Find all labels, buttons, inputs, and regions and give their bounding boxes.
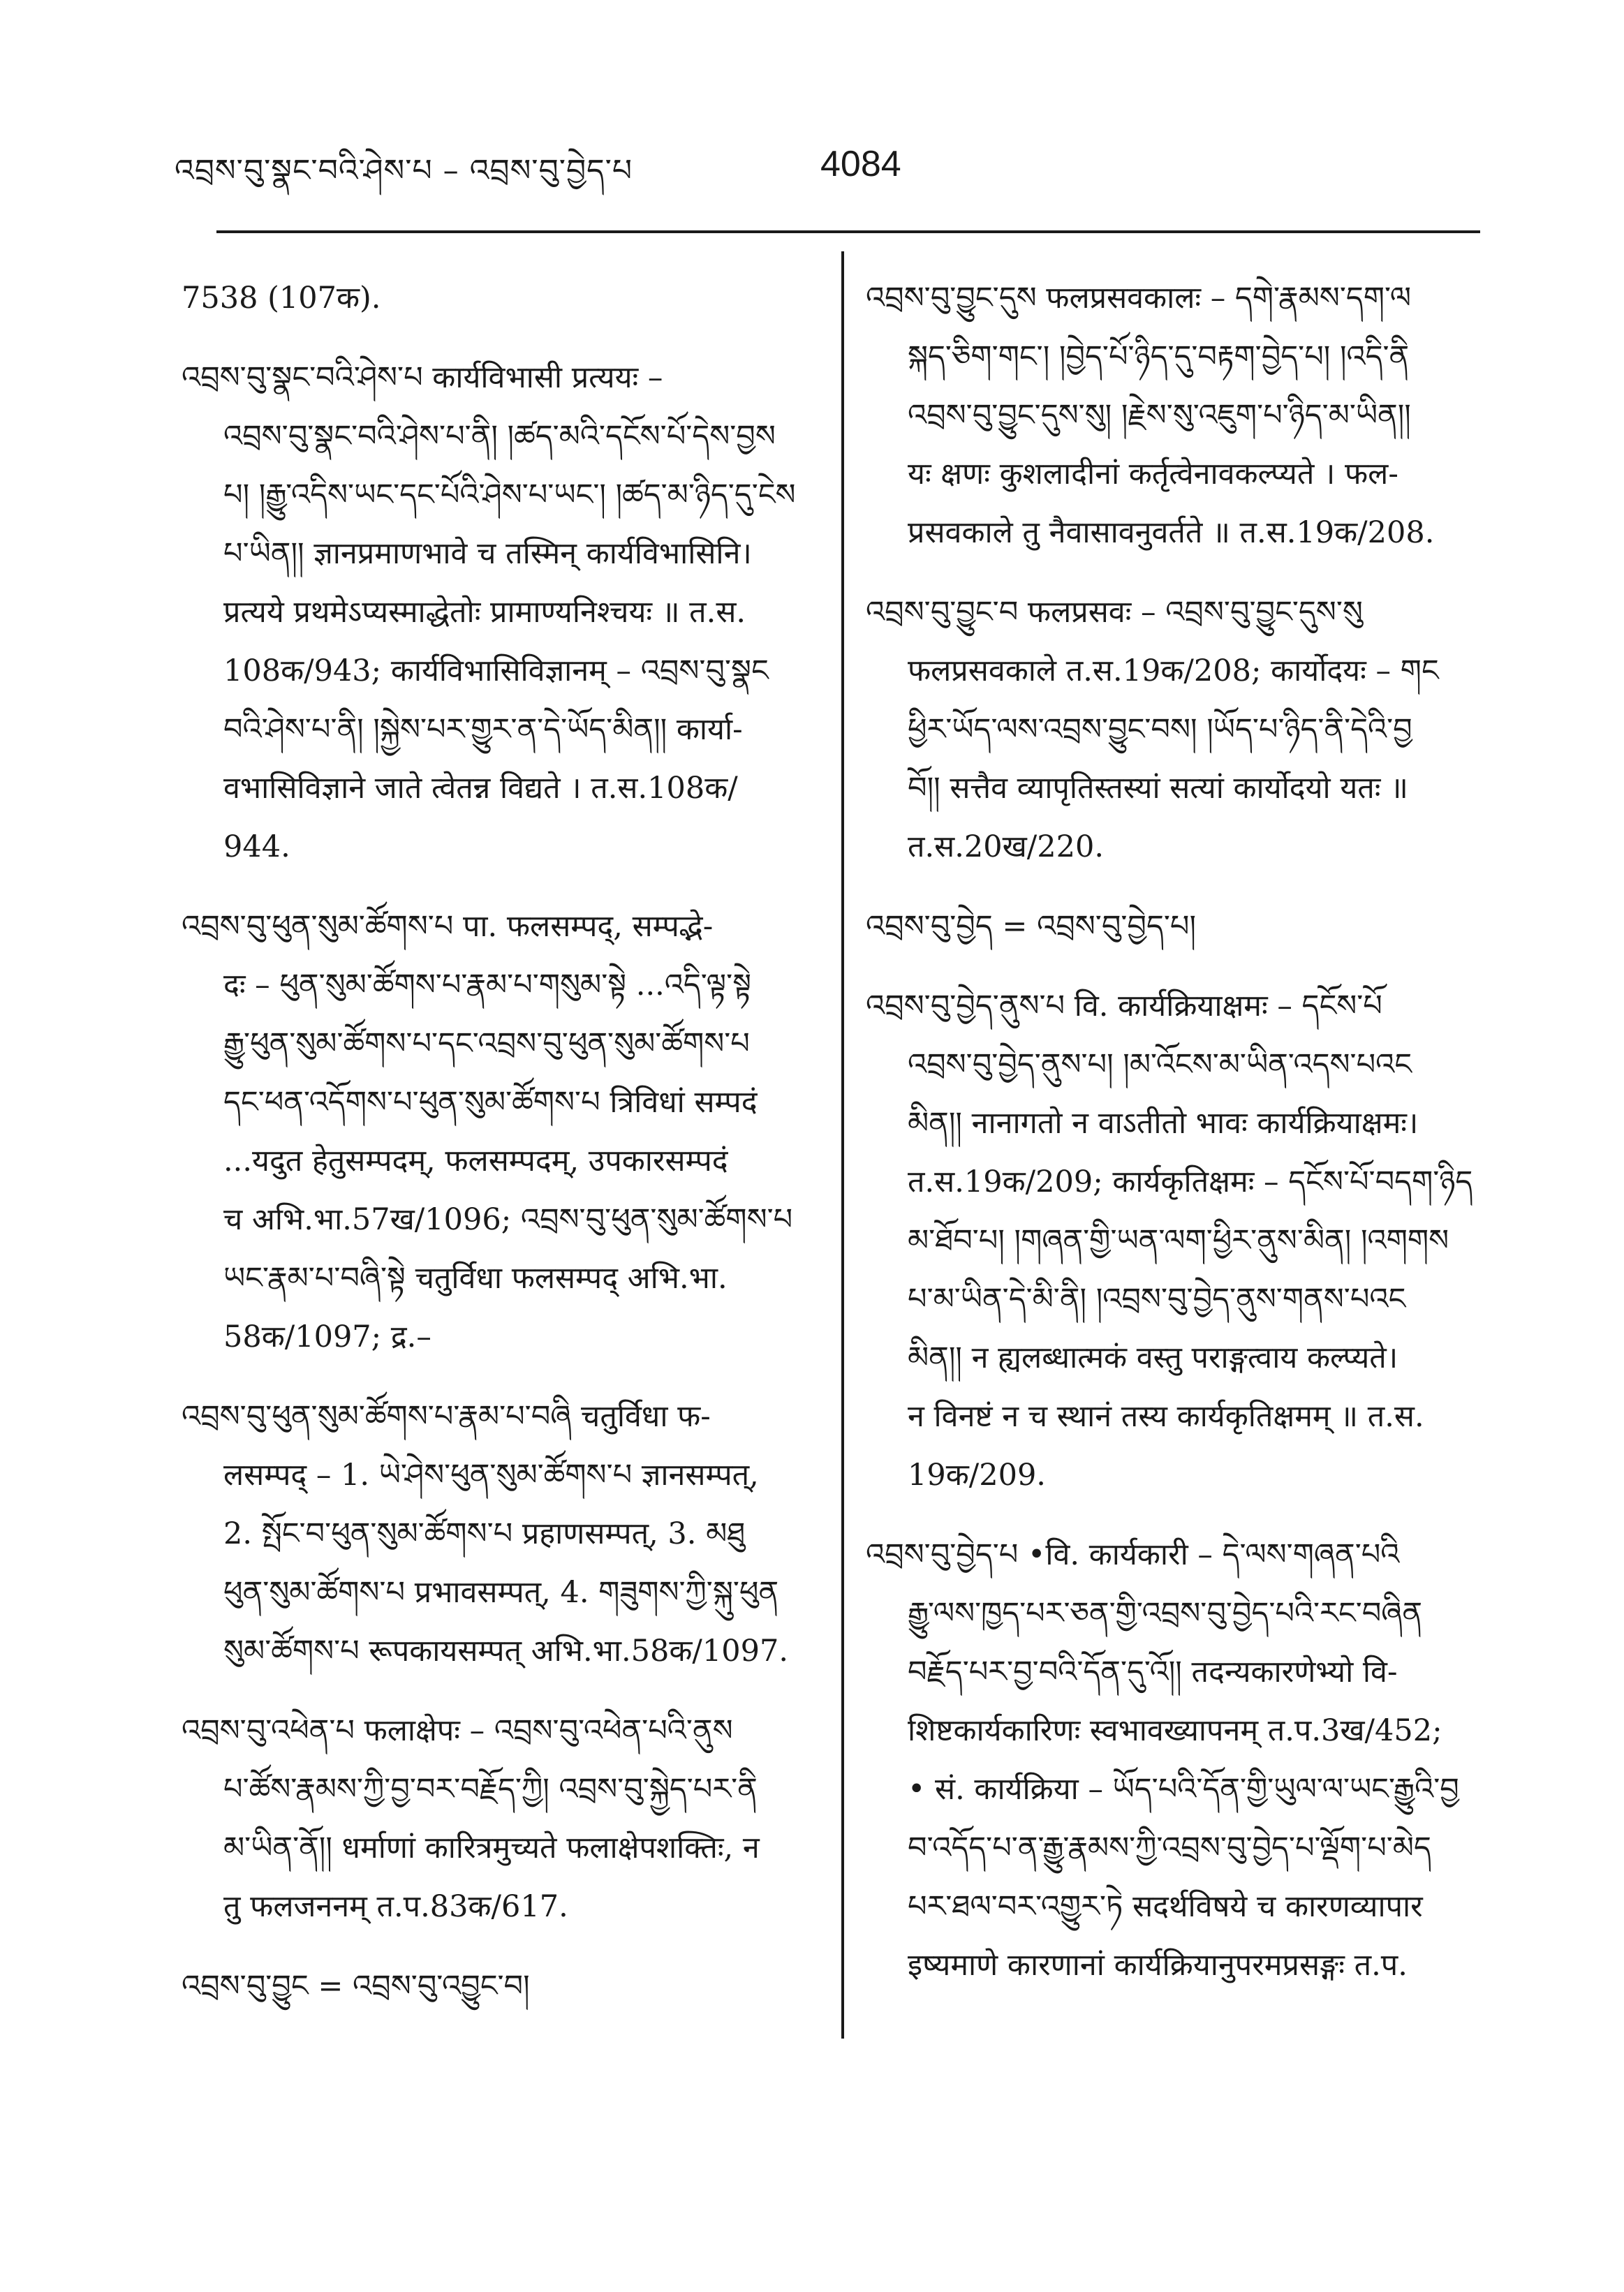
- entry-headline: འབྲས་བུ་བྱུང་བ फलप्रसवः – འབྲས་བུ་བྱུང་དུས་སུ: [866, 595, 1363, 630]
- dictionary-entry: [182, 1957, 810, 2016]
- entry-line: སྐད་ཅིག་གང་། །བྱེད་པོ་ཉིད་དུ་བརྟག་བྱེད་པ། །འདི་ནི: [908, 339, 1410, 374]
- entry-line: 19क/209.: [908, 1458, 1046, 1493]
- entry-headline: འབྲས་བུ་བྱུང་དུས फलप्रसवकालः – དགེ་རྣམས་དག་ལ: [866, 281, 1412, 316]
- entry-line: བ་འདོད་པ་ན་རྒྱུ་རྣམས་ཀྱི་འབྲས་བུ་བྱེད་པ་ལྡོག་པ་མེད: [908, 1831, 1431, 1865]
- header-rule: [216, 230, 1480, 233]
- entry-line: यः क्षणः कुशलादीनां कर्तृत्वेनावकल्प्यते । फल-: [908, 457, 1398, 491]
- entry-line: 944.: [223, 829, 290, 864]
- entry-line: བརྗོད་པར་བྱ་བའི་དོན་དུ་འོ།། तदन्यकारणेभ्यो वि-: [908, 1655, 1398, 1690]
- entry-line: लसम्पद् – 1. ཡེ་ཤེས་ཕུན་སུམ་ཚོགས་པ ज्ञानसम्पत्,: [223, 1458, 759, 1493]
- entry-line: ཕྱིར་ཡོད་ལས་འབྲས་བྱུང་བས། །ཡོད་པ་ཉིད་ནི་དེའི་བྱ: [908, 712, 1412, 747]
- dictionary-entry: [182, 1387, 810, 1680]
- dictionary-entry: [182, 348, 810, 876]
- dictionary-entry: [866, 583, 1480, 876]
- entry-line: 58क/1097; द्र.–: [223, 1319, 431, 1354]
- entry-line: फलप्रसवकाले त.स.19क/208; कार्योदयः – གང: [908, 653, 1439, 688]
- entry-line: མ་ཐོབ་པ། །གཞན་གྱི་ཡན་ལག་ཕྱིར་ནུས་མིན། །འགགས: [908, 1223, 1449, 1258]
- page-number: 4084: [820, 144, 901, 184]
- dictionary-entry: [866, 1525, 1480, 1995]
- entry-line: བའི་ཤེས་པ་ནི། །སྐྱེས་པར་གྱུར་ན་དེ་ཡོད་མིན།། कार्या-: [223, 712, 743, 747]
- entry-headline: 7538 (107क).: [182, 281, 381, 316]
- entry-line: शिष्टकार्यकारिणः स्वभावख्यापनम् त.प.3ख/452;: [908, 1713, 1442, 1748]
- entry-line: वभासिविज्ञाने जाते त्वेतन्न विद्यते । त.स.108क/: [223, 771, 738, 806]
- entry-line: སུམ་ཚོགས་པ रूपकायसम्पत् अभि.भा.58क/1097.: [223, 1634, 788, 1669]
- entry-line: तु फलजननम् त.प.83क/617.: [223, 1889, 568, 1924]
- entry-headline: འབྲས་བུ་བྱེད་ནུས་པ वि. कार्यक्रियाक्षमः – དངོས་པོ: [866, 989, 1382, 1023]
- dictionary-entry: [182, 1701, 810, 1936]
- entry-line: འབྲས་བུ་བྱུང་དུས་སུ། །རྗེས་སུ་འཇུག་པ་ཉིད་མ་ཡིན།།: [908, 398, 1411, 433]
- entry-headline: འབྲས་བུ་བྱེད་པ •वि. कार्यकारी – དེ་ལས་གཞན་པའི: [866, 1537, 1400, 1572]
- entry-line: 108क/943; कार्यविभासिविज्ञानम् – འབྲས་བུ་སྣང: [223, 653, 769, 688]
- entry-line: 2. སྤོང་བ་ཕུན་སུམ་ཚོགས་པ प्रहाणसम्पत्, 3. མཐུ: [223, 1516, 746, 1551]
- entry-line: ཡང་རྣམ་པ་བཞི་སྟེ चतुर्विधा फलसम्पद् अभि.भा.: [223, 1261, 728, 1296]
- entry-line: ...यदुत हेतुसम्पदम्, फलसम्पदम्, उपकारसम्पदं: [223, 1144, 728, 1178]
- entry-line: མིན།། न ह्यलब्धात्मकं वस्तु पराङ्गत्वाय कल्प्यते।: [908, 1340, 1398, 1375]
- running-head: འབྲས་བུ་སྣང་བའི་ཤེས་པ – འབྲས་བུ་བྱེད་པ: [175, 153, 633, 188]
- entry-headline: འབྲས་བུ་བྱེད = འབྲས་བུ་བྱེད་པ།: [866, 909, 1197, 944]
- entry-line: ཕུན་སུམ་ཚོགས་པ प्रभावसम्पत्, 4. གཟུགས་ཀྱི་སྐུ་ཕུན: [223, 1575, 779, 1610]
- entry-headline: འབྲས་བུ་ཕུན་སུམ་ཚོགས་པ पा. फलसम्पद्, सम्पद्भे-: [182, 909, 714, 944]
- entry-line: त.स.20ख/220.: [908, 829, 1105, 864]
- entry-line: རྒྱུ་ལས་ཁྱད་པར་ཅན་གྱི་འབྲས་བུ་བྱེད་པའི་རང་བཞིན: [908, 1596, 1423, 1631]
- entry-line: འབྲས་བུ་སྣང་བའི་ཤེས་པ་ནི། །ཚད་མའི་དངོས་པོ་དེས་བྱས: [223, 419, 776, 454]
- right-column: [866, 269, 1480, 2016]
- entry-headline: འབྲས་བུ་སྣང་བའི་ཤེས་པ कार्यविभासी प्रत्ययः –: [182, 360, 663, 395]
- entry-line: པ་མ་ཡིན་དེ་མི་ནི། །འབྲས་བུ་བྱེད་ནུས་གནས་པའང: [908, 1282, 1406, 1317]
- entry-line: རྒྱུ་ཕུན་སུམ་ཚོགས་པ་དང་འབྲས་བུ་ཕུན་སུམ་ཚོགས་པ: [223, 1026, 750, 1061]
- dictionary-entry: [866, 897, 1480, 956]
- left-column: [182, 269, 810, 2036]
- entry-headline: འབྲས་བུ་ཕུན་སུམ་ཚོགས་པ་རྣམ་པ་བཞི चतुर्विधा फ-: [182, 1399, 711, 1434]
- column-divider: [841, 251, 844, 2039]
- entry-line: དང་ཕན་འདོགས་པ་ཕུན་སུམ་ཚོགས་པ त्रिविधां सम्पदं: [223, 1085, 758, 1120]
- entry-line: • सं. कार्यक्रिया – ཡོད་པའི་དོན་གྱི་ཡུལ་ལ་ཡང་རྒྱུའི་བྱ: [908, 1772, 1459, 1807]
- entry-line: प्रत्यये प्रथमेऽप्यस्माद्धेतोः प्रामाण्यनिश्चयः ॥ त.स.: [223, 595, 746, 630]
- entry-line: च अभि.भा.57ख/1096; འབྲས་བུ་ཕུན་སུམ་ཚོགས་པ: [223, 1202, 793, 1237]
- entry-line: འབྲས་བུ་བྱེད་ནུས་པ། །མ་འོངས་མ་ཡིན་འདས་པའང: [908, 1047, 1412, 1082]
- entry-headline: འབྲས་བུ་འཕེན་པ फलाक्षेपः – འབྲས་བུ་འཕེན་པའི་ནུས: [182, 1713, 733, 1748]
- entry-line: མ་ཡིན་ནོ།། धर्माणां कारित्रमुच्यते फलाक्षेपशक्तिः, न: [223, 1831, 760, 1865]
- dictionary-entry: [182, 269, 810, 327]
- entry-line: न विनष्टं न च स्थानं तस्य कार्यकृतिक्षमम् ॥ त.स.: [908, 1399, 1424, 1434]
- entry-line: त.स.19क/209; कार्यकृतिक्षमः – དངོས་པོ་བདག་ཉིད: [908, 1165, 1473, 1199]
- entry-line: མིན།། नानागतो न वाऽतीतो भावः कार्यक्रियाक्षमः।: [908, 1106, 1419, 1141]
- entry-line: པར་ཐལ་བར་འགྱུར་ཏེ सदर्थविषये च कारणव्यापार: [908, 1889, 1423, 1924]
- dictionary-entry: [866, 269, 1480, 562]
- entry-line: པ་ཡིན།། ज्ञानप्रमाणभावे च तस्मिन् कार्यविभासिनि।: [223, 536, 752, 571]
- entry-line: इष्यमाणे कारणानां कार्यक्रियानुपरमप्रसङ्गः त.प.: [908, 1948, 1408, 1983]
- entry-line: པ། །རྒྱུ་འདིས་ཡང་དང་པོའི་ཤེས་པ་ཡང་། །ཚད་མ་ཉིད་དུ་ངེས: [223, 478, 796, 512]
- entry-line: པ་ཚོས་རྣམས་ཀྱི་བྱ་བར་བརྗོད་ཀྱི། འབྲས་བུ་སྐྱེད་པར་ནི: [223, 1772, 758, 1807]
- entry-headline: འབྲས་བུ་བྱུང = འབྲས་བུ་འབྱུང་བ།: [182, 1969, 530, 2004]
- entry-line: दः – ཕུན་སུམ་ཚོགས་པ་རྣམ་པ་གསུམ་སྟེ ...འདི་ལྟ་སྟེ: [223, 968, 752, 1003]
- entry-line: བོ།། सत्तैव व्यापृतिस्तस्यां सत्यां कार्योदयो यतः ॥: [908, 771, 1408, 806]
- dictionary-entry: [866, 977, 1480, 1504]
- dictionary-entry: [182, 897, 810, 1366]
- entry-line: प्रसवकाले तु नैवासावनुवर्तते ॥ त.स.19क/208.: [908, 515, 1435, 550]
